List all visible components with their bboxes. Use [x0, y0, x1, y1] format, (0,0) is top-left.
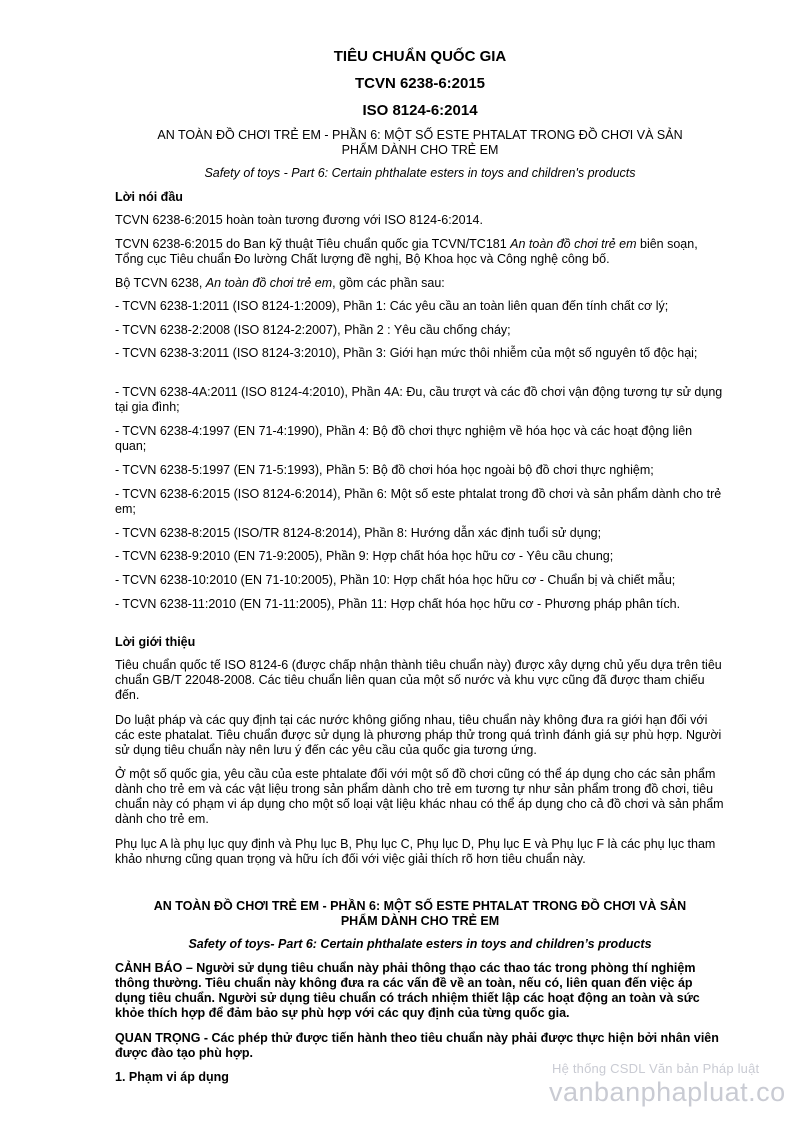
watermark-line2: vanbanphapluat.co	[549, 1077, 786, 1107]
body-english-title: Safety of toys- Part 6: Certain phthalate esters in toys and children’s products	[188, 937, 652, 951]
foreword-p3-italic: An toàn đồ chơi trẻ em	[205, 276, 333, 290]
part-item: - TCVN 6238-2:2008 (ISO 8124-2:2007), Phần 2 : Yêu cầu chống cháy;	[115, 323, 511, 337]
introduction-p2: Do luật pháp và các quy định tại các nước không giống nhau, tiêu chuẩn này không đưa ra giới hạn đối với các este phatalat. Tiêu chuẩn được sử dụng là phương pháp thử trong quá trình đánh giá sự phù hợp. Người sử dụng tiêu chuẩn này nên lưu ý đến các yêu cầu của quốc gia tương ứng.	[115, 713, 722, 757]
introduction-p4: Phụ lục A là phụ lục quy định và Phụ lục B, Phụ lục C, Phụ lục D, Phụ lục E và Phụ lục F là các phụ lục tham khảo nhưng cũng quan trọng và hữu ích đối với việc giải thích rõ hơn tiêu chuẩn này.	[115, 837, 716, 866]
foreword-p2	[115, 237, 725, 267]
doc-subtitle-line1: AN TOÀN ĐỒ CHƠI TRẺ EM - PHẦN 6: MỘT SỐ ESTE PHTALAT TRONG ĐỒ CHƠI VÀ SẢN	[157, 128, 683, 142]
part-item: - TCVN 6238-4A:2011 (ISO 8124-4:2010), Phần 4A: Đu, cầu trượt và các đồ chơi vận động tương tự sử dụng tại gia đình;	[115, 385, 723, 414]
part-item: - TCVN 6238-11:2010 (EN 71-11:2005), Phần 11: Hợp chất hóa học hữu cơ - Phương pháp phân tích.	[115, 597, 681, 611]
foreword-p2-b: biên soạn, Tổng cục Tiêu chuẩn Đo lường Chất lượng đề nghị, Bộ Khoa học và Công nghệ công bố.	[115, 237, 698, 266]
doc-title: TIÊU CHUẨN QUỐC GIA	[333, 48, 507, 65]
part-item: - TCVN 6238-3:2011 (ISO 8124-3:2010), Phần 3: Giới hạn mức thôi nhiễm của một số nguyên tố độc hại;	[115, 346, 698, 360]
part-item: - TCVN 6238-1:2011 (ISO 8124-1:2009), Phần 1: Các yêu cầu an toàn liên quan đến tính chất cơ lý;	[115, 299, 669, 313]
section-1-heading: 1. Phạm vi áp dụng	[115, 1070, 229, 1084]
doc-english-title: Safety of toys - Part 6: Certain phthalate esters in toys and children's products	[204, 166, 636, 180]
warning-paragraph: CẢNH BÁO – Người sử dụng tiêu chuẩn này phải thông thạo các thao tác trong phòng thí nghiệm thông thường. Tiêu chuẩn này không đưa ra các vấn đề về an toàn, nếu có, liên quan đến việc áp dụng tiêu chuẩn. Người sử dụng tiêu chuẩn có trách nhiệm thiết lập các hoạt động an toàn và sức khỏe thích hợp để đảm bảo sự phù hợp với các quy định của từng quốc gia.	[115, 961, 700, 1020]
part-item: - TCVN 6238-8:2015 (ISO/TR 8124-8:2014), Phần 8: Hướng dẫn xác định tuổi sử dụng;	[115, 526, 602, 540]
body-title-line1: AN TOÀN ĐỒ CHƠI TRẺ EM - PHẦN 6: MỘT SỐ ESTE PHTALAT TRONG ĐỒ CHƠI VÀ SẢN	[153, 899, 687, 913]
watermark-line1: Hệ thống CSDL Văn bản Pháp luật	[552, 1061, 760, 1076]
foreword-p1: TCVN 6238-6:2015 hoàn toàn tương đương với ISO 8124-6:2014.	[115, 213, 483, 227]
foreword-p3-b: , gồm các phần sau:	[332, 276, 445, 290]
body-title-line2: PHẨM DÀNH CHO TRẺ EM	[340, 914, 500, 928]
part-item: - TCVN 6238-5:1997 (EN 71-5:1993), Phần 5: Bộ đồ chơi hóa học ngoài bộ đồ chơi thực nghiệm;	[115, 463, 654, 477]
foreword-p3	[115, 276, 725, 291]
doc-subtitle-line2: PHẨM DÀNH CHO TRẺ EM	[341, 143, 499, 157]
introduction-p1: Tiêu chuẩn quốc tế ISO 8124-6 (được chấp nhận thành tiêu chuẩn này) được xây dựng chủ yếu dựa trên tiêu chuẩn GB/T 22048-2008. Các tiêu chuẩn liên quan của một số nước và khu vực cũng đã được tham chiếu đến.	[115, 658, 722, 702]
foreword-p3-a: Bộ TCVN 6238,	[115, 276, 206, 290]
foreword-p2-italic: An toàn đồ chơi trẻ em	[510, 237, 637, 251]
introduction-heading: Lời giới thiệu	[115, 635, 196, 649]
introduction-p3: Ở một số quốc gia, yêu cầu của este phtalate đối với một số đồ chơi cũng có thể áp dụng cho các sản phẩm dành cho trẻ em và các vật liệu trong sản phẩm dành cho trẻ em tương tự như sản phẩm trong đồ chơi, tiêu chuẩn này có phạm vi áp dụng cho một số loại vật liệu khác nhau có thể áp dụng cho cả đồ chơi và sản phẩm dành cho trẻ em.	[115, 767, 724, 826]
doc-iso-code: ISO 8124-6:2014	[362, 102, 478, 119]
important-paragraph: QUAN TRỌNG - Các phép thử được tiến hành theo tiêu chuẩn này phải được thực hiện bởi nhân viên được đào tạo phù hợp.	[115, 1031, 719, 1060]
part-item: - TCVN 6238-4:1997 (EN 71-4:1990), Phần 4: Bộ đồ chơi thực nghiệm về hóa học và các hoạt động liên quan;	[115, 424, 693, 453]
part-item: - TCVN 6238-9:2010 (EN 71-9:2005), Phần 9: Hợp chất hóa học hữu cơ - Yêu cầu chung;	[115, 549, 614, 563]
part-item: - TCVN 6238-6:2015 (ISO 8124-6:2014), Phần 6: Một số este phtalat trong đồ chơi và sản phẩm dành cho trẻ em;	[115, 487, 722, 516]
part-item: - TCVN 6238-10:2010 (EN 71-10:2005), Phần 10: Hợp chất hóa học hữu cơ - Chuẩn bị và chiết mẫu;	[115, 573, 676, 587]
doc-subtitle	[0, 128, 800, 158]
body-title	[0, 899, 800, 929]
doc-code: TCVN 6238-6:2015	[354, 75, 486, 92]
foreword-p2-a: TCVN 6238-6:2015 do Ban kỹ thuật Tiêu chuẩn quốc gia TCVN/TC181	[115, 237, 511, 251]
foreword-heading: Lời nói đầu	[115, 190, 183, 204]
